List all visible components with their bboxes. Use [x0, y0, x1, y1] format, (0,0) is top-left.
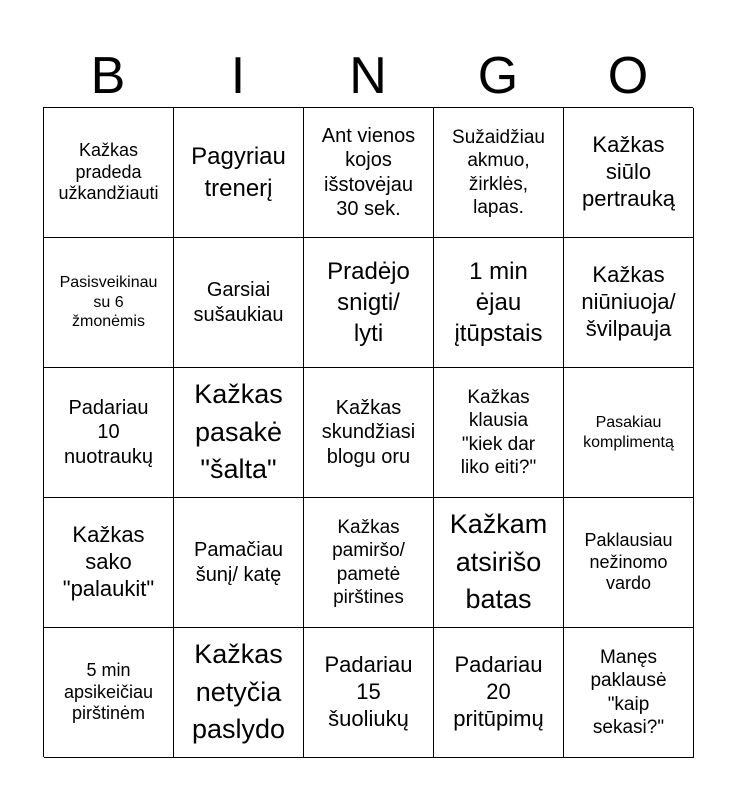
bingo-cell[interactable]: Padariau 10 nuotraukų: [44, 368, 174, 498]
bingo-cell[interactable]: Pamačiau šunį/ katę: [174, 498, 304, 628]
bingo-cell[interactable]: Sužaidžiau akmuo, žirklės, lapas.: [434, 108, 564, 238]
bingo-cell[interactable]: Manęs paklausė "kaip sekasi?": [564, 628, 694, 758]
bingo-cell[interactable]: Garsiai sušaukiau: [174, 238, 304, 368]
bingo-cell[interactable]: Padariau 20 pritūpimų: [434, 628, 564, 758]
bingo-header: [43, 45, 693, 107]
bingo-cell[interactable]: Pradėjo snigti/ lyti: [304, 238, 434, 368]
bingo-cell[interactable]: Kažkas skundžiasi blogu oru: [304, 368, 434, 498]
header-letter-o: O: [607, 47, 649, 105]
bingo-cell[interactable]: Kažkas siūlo pertrauką: [564, 108, 694, 238]
bingo-cell[interactable]: 5 min apsikeičiau pirštinėm: [44, 628, 174, 758]
bingo-cell[interactable]: Ant vienos kojos išstovėjau 30 sek.: [304, 108, 434, 238]
bingo-cell[interactable]: Kažkas pradeda užkandžiauti: [44, 108, 174, 238]
header-letter-b: B: [90, 47, 126, 105]
bingo-cell[interactable]: Kažkas sako "palaukit": [44, 498, 174, 628]
bingo-cell[interactable]: Padariau 15 šuoliukų: [304, 628, 434, 758]
bingo-cell[interactable]: Kažkas netyčia paslydo: [174, 628, 304, 758]
bingo-cell[interactable]: Pasakiau komplimentą: [564, 368, 694, 498]
header-letter-i: I: [230, 47, 246, 105]
bingo-cell[interactable]: Pagyriau trenerį: [174, 108, 304, 238]
bingo-cell[interactable]: Paklausiau nežinomo vardo: [564, 498, 694, 628]
bingo-cell[interactable]: Kažkam atsirišo batas: [434, 498, 564, 628]
bingo-cell[interactable]: Kažkas pamiršo/ pametė pirštines: [304, 498, 434, 628]
bingo-cell[interactable]: Kažkas klausia "kiek dar liko eiti?": [434, 368, 564, 498]
bingo-cell[interactable]: Kažkas niūniuoja/ švilpauja: [564, 238, 694, 368]
bingo-board: [43, 107, 693, 757]
header-letter-n: N: [349, 47, 387, 105]
header-letter-g: G: [477, 47, 519, 105]
bingo-cell[interactable]: 1 min ėjau įtūpstais: [434, 238, 564, 368]
bingo-cell[interactable]: Kažkas pasakė "šalta": [174, 368, 304, 498]
bingo-cell[interactable]: Pasisveikinau su 6 žmonėmis: [44, 238, 174, 368]
